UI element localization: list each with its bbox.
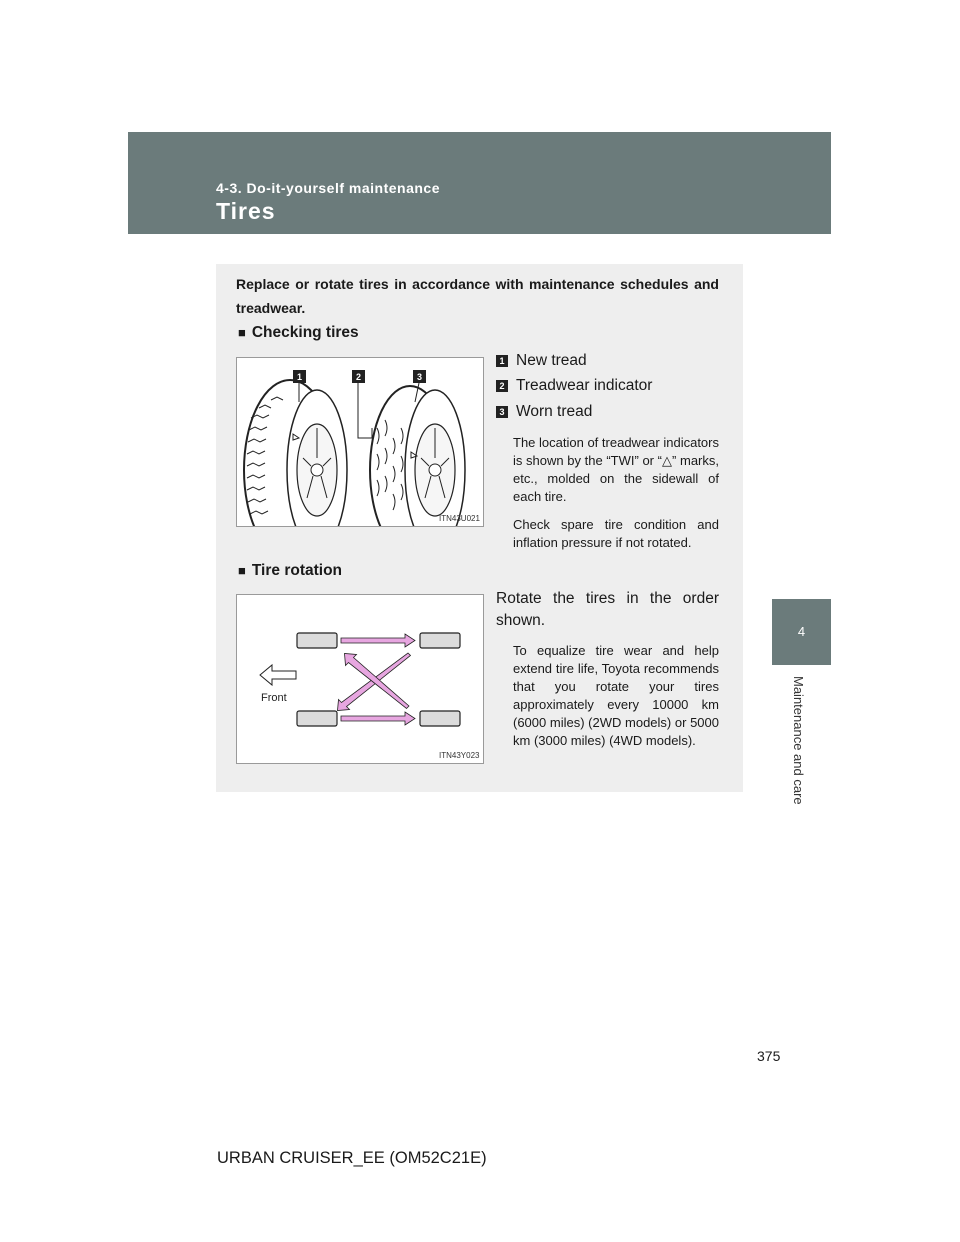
item-treadwear-indicator	[496, 377, 652, 395]
header-bar	[128, 132, 831, 234]
chapter-label: Maintenance and care	[791, 676, 806, 805]
number-badge: 2	[496, 380, 508, 392]
tire-rotation-label: Tire rotation	[251, 562, 342, 579]
tire-tread-figure	[236, 357, 484, 527]
page-number: 375	[757, 1048, 781, 1064]
figure-code: ITN43Y023	[439, 751, 480, 760]
chapter-tab[interactable]: 4	[772, 599, 831, 665]
bullet-icon: ■	[238, 563, 246, 578]
treadwear-note: The location of treadwear indicators is shown by the “TWI” or “△” marks, etc., molded on the sidewall of each tire.	[513, 435, 719, 504]
rotation-note: To equalize tire wear and help extend tire life, Toyota recommends that you rotate your tires approximately every 10000 km (6000 miles) (2WD models) or 5000 km (3000 miles) (4WD models).	[513, 643, 719, 748]
number-badge: 1	[496, 355, 508, 367]
page-title: Tires	[216, 198, 276, 224]
figure-code: ITN43U021	[439, 514, 480, 523]
item-label: New tread	[516, 352, 587, 369]
item-label: Worn tread	[516, 403, 593, 420]
tire-rotation-heading	[238, 562, 342, 580]
section-label: 4-3. Do-it-yourself maintenance	[216, 180, 440, 196]
intro-text: Replace or rotate tires in accordance with maintenance schedules and treadwear.	[236, 276, 719, 316]
item-new-tread	[496, 352, 587, 370]
svg-text:1: 1	[296, 372, 303, 382]
bullet-icon: ■	[238, 325, 246, 340]
item-label: Treadwear indicator	[516, 377, 653, 394]
svg-text:3: 3	[416, 372, 423, 382]
front-label: Front	[261, 692, 287, 704]
rotation-instruction: Rotate the tires in the order shown.	[496, 590, 719, 629]
checking-tires-label: Checking tires	[251, 324, 359, 341]
tire-illustration	[237, 358, 483, 526]
number-badge: 3	[496, 406, 508, 418]
document-id: URBAN CRUISER_EE (OM52C21E)	[217, 1149, 487, 1167]
item-worn-tread	[496, 403, 592, 421]
svg-text:2: 2	[355, 372, 362, 382]
content-box	[216, 264, 743, 792]
checking-tires-heading	[238, 324, 359, 342]
spare-tire-note: Check spare tire condition and inflation pressure if not rotated.	[513, 517, 719, 550]
tire-rotation-figure	[236, 594, 484, 764]
rotation-diagram	[237, 595, 483, 763]
